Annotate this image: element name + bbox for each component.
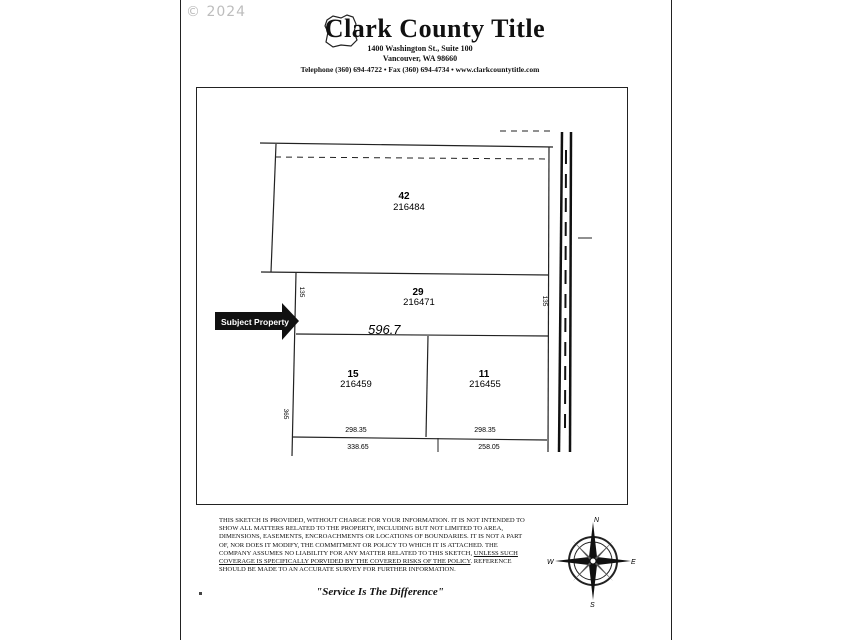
parcel-number: 216459	[340, 379, 372, 390]
contact-line: Telephone (360) 694-4722 • Fax (360) 694-4734 • www.clarkcountytitle.com	[300, 65, 540, 74]
disclaimer-text	[219, 517, 529, 574]
handwritten-annotation: 596.7	[368, 322, 401, 337]
parcel-number: 216484	[393, 202, 425, 213]
top-boundary-line	[260, 143, 553, 147]
lot-number: 42	[398, 191, 410, 202]
dimension-label: 365	[282, 408, 289, 420]
compass-rose-icon	[543, 512, 643, 612]
copyright-watermark: © 2024	[186, 4, 247, 20]
lot-number: 15	[347, 369, 359, 380]
dimension-label: 298.35	[345, 427, 367, 434]
lot-number: 29	[412, 287, 424, 298]
lot42-left-line	[271, 144, 276, 272]
lot-number: 11	[478, 369, 490, 380]
compass-south: S	[590, 602, 595, 609]
compass-west: W	[547, 559, 554, 566]
compass-north: N	[594, 517, 600, 524]
easement-dashed-line	[275, 157, 550, 159]
company-name: Clark County Title	[324, 14, 546, 43]
dimension-label: 258.05	[478, 444, 500, 451]
disclaimer-part-1: THIS SKETCH IS PROVIDED, WITHOUT CHARGE FOR YOUR INFORMATION. IT IS NOT INTENDED TO SHOW ALL MATTERS RELATED TO THE PROPERTY, INCLUDING BUT NOT LIMITED TO AREA, DIMENSIONS, EASEMENTS, ENCROACHMENTS OR LOCATIONS OF BOUNDARIES. IT IS NOT A PART OF, NOR DOES IT MODIFY, THE COMMITMENT OR POLICY TO WHICH IT IS ATTACHED. THE COMPANY ASSUMES NO LIABILITY FOR ANY MATTER RELATED TO THIS SKETCH,	[219, 517, 525, 557]
compass-east: E	[631, 559, 636, 566]
lot29-bottom-line	[296, 334, 548, 336]
subject-property-label: Subject Property	[221, 317, 290, 327]
address-line-2: Vancouver, WA 98660	[382, 54, 458, 63]
dimension-label: 338.65	[347, 444, 369, 451]
road-line-right	[570, 132, 571, 452]
dimension-label: 135	[541, 295, 548, 307]
parcel-number: 216471	[403, 297, 435, 308]
dimension-label: 135	[298, 286, 305, 298]
road-line-left	[559, 132, 562, 452]
road-centerline	[565, 150, 566, 430]
west-property-line	[292, 273, 296, 456]
dimension-label: 298.35	[474, 427, 496, 434]
lot42-bottom-line	[261, 272, 549, 275]
lots-bottom-line	[292, 437, 547, 440]
parcel-number: 216455	[469, 379, 501, 390]
address-line-1: 1400 Washington St., Suite 100	[367, 44, 473, 53]
company-motto: "Service Is The Difference"	[316, 586, 444, 598]
disclaimer-part-2: . REFERENCE SHOULD BE MADE TO AN ACCURATE SURVEY FOR FURTHER INFORMATION.	[219, 558, 512, 574]
lot15-11-divider	[426, 336, 428, 437]
scan-mark	[199, 592, 202, 595]
disclaimer-underlined: UNLESS SUCH COVERAGE IS SPECIFICALLY PORVIDED BY THE COVERED RISKS OF THE POLICY	[219, 549, 518, 566]
